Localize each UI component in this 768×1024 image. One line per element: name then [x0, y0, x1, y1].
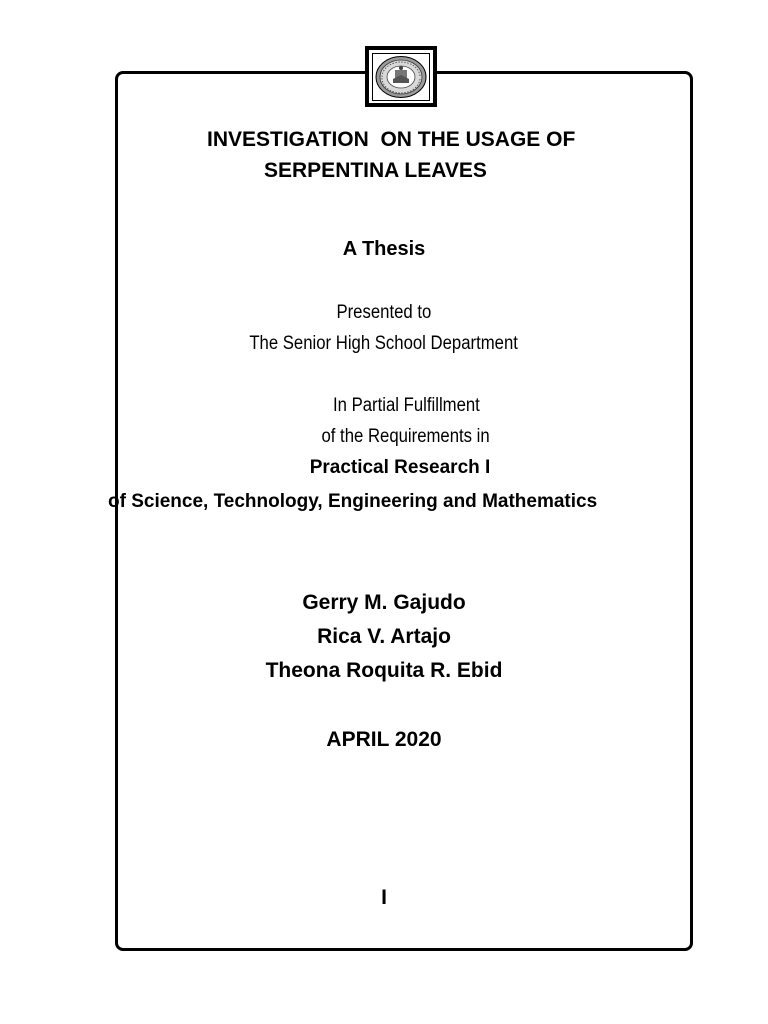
department-line [134, 334, 634, 353]
fulfillment-line-1 [206, 396, 606, 415]
presented-to-line [184, 303, 584, 322]
fulfillment-text-2: of the Requirements in [321, 426, 491, 447]
author-3: Theona Roquita R. Ebid [265, 659, 503, 682]
thesis-label: A Thesis [342, 238, 426, 260]
department-text: The Senior High School Department [249, 333, 519, 354]
page-number: I [381, 886, 387, 909]
fulfillment-text-1: In Partial Fulfillment [332, 395, 480, 416]
thesis-title-line-2: SERPENTINA LEAVES [264, 159, 487, 182]
thesis-title-line-1: INVESTIGATION ON THE USAGE OF [207, 128, 576, 151]
author-2: Rica V. Artajo [317, 625, 451, 648]
presented-to-text: Presented to [336, 302, 432, 323]
seal-frame [365, 46, 437, 107]
subject-name: Practical Research I [309, 457, 491, 478]
school-seal-icon [374, 55, 428, 99]
thesis-date: APRIL 2020 [326, 728, 442, 751]
author-1: Gerry M. Gajudo [302, 591, 466, 614]
seal-inner-frame [372, 53, 430, 101]
strand-name: of Science, Technology, Engineering and Mathematics [108, 491, 598, 512]
fulfillment-line-2 [206, 427, 606, 446]
